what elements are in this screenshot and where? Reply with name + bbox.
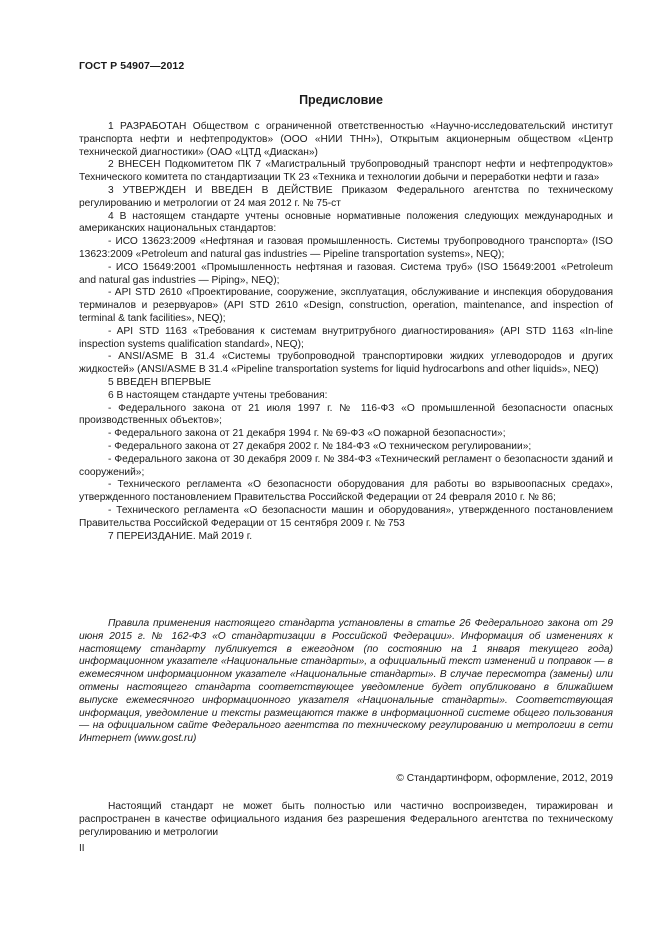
foreword-body [79,121,613,543]
list-item-law-184: - Федерального закона от 27 декабря 2002 г. № 184-ФЗ «О техническом регулировании»; [108,440,532,452]
list-item-iso-13623: - ИСО 13623:2009 «Нефтяная и газовая промышленность. Системы трубопроводного транспорта» (ISO 13623:2009 «Petroleum and natural gas industries — Pipeline transportation systems», NEQ); [79,236,613,260]
paragraph-reissue: 7 ПЕРЕИЗДАНИЕ. Май 2019 г. [108,530,253,542]
paragraph-standards-intro: 4 В настоящем стандарте учтены основные нормативные положения следующих международных и американских национальных стандартов: [79,210,613,235]
list-item-regulation-753: - Технического регламента «О безопасности машин и оборудования», утвержденного постановлением Правительства Российской Федерации от 15 сентября 2009 г. № 753 [79,504,613,529]
paragraph-first-introduced: 5 ВВЕДЕН ВПЕРВЫЕ [108,376,212,388]
application-rules-note: Правила применения настоящего стандарта установлены в статье 26 Федерального закона от 29 июня 2015 г. № 162-ФЗ «О стандартизации в Российской Федерации». Информация об изменениях к настоящему стандарту публикуется в ежегодном (по состоянию на 1 января текущего года) информационном указателе «Национальные стандарты», а официальный текст изменений и поправок — в ежемесячном информационном указателе «Национальные стандарты». В случае пересмотра (замены) или отмены настоящего стандарта соответствующее уведомление будет опубликовано в ближайшем выпуске ежемесячного информационного указателя «Национальные стандарты». Соответствующая информация, уведомление и тексты размещаются также в информационной системе общего пользования — на официальном сайте Федерального агентства по техническому регулированию и метрологии в сети Интернет (www.gost.ru) [79,618,613,745]
page-number: II [79,843,85,854]
standard-number: ГОСТ Р 54907—2012 [79,60,185,72]
copyright-line: © Стандартинформ, оформление, 2012, 2019 [396,773,613,784]
page-title: Предисловие [299,93,383,107]
list-item-law-116: - Федерального закона от 21 июля 1997 г. № 116-ФЗ «О промышленной безопасности опасных производственных объектов»; [79,402,613,427]
list-item-law-384: - Федерального закона от 30 декабря 2009 г. № 384-ФЗ «Технический регламент о безопасности зданий и сооружений»; [79,453,613,478]
list-item-api-2610: - API STD 2610 «Проектирование, сооружение, эксплуатация, обслуживание и инспекция оборудования терминалов и резервуаров» (API STD 2610 «Design, construction, operation, maintenance, and inspection of terminal & tank facilities», NEQ); [79,287,613,324]
list-item-iso-15649: - ИСО 15649:2001 «Промышленность нефтяная и газовая. Система труб» (ISO 15649:2001 «Petroleum and natural gas industries — Piping», NEQ); [79,261,613,286]
list-item-law-69: - Федерального закона от 21 декабря 1994 г. № 69-ФЗ «О пожарной безопасности»; [108,428,506,440]
paragraph-developed: 1 РАЗРАБОТАН Обществом с ограниченной ответственностью «Научно-исследовательский институт транспорта нефти и нефтепродуктов» (ООО «НИИ ТНН»), Открытым акционерным обществом «Центр технической диагностики» (ОАО «ЦТД «Диаскан») [79,121,613,158]
list-item-regulation-86: - Технического регламента «О безопасности оборудования для работы во взрывоопасных средах», утвержденного постановлением Правительства Российской Федерации от 24 февраля 2010 г. № 86; [79,479,613,504]
list-item-asme-b31-4: - ANSI/ASME B 31.4 «Системы трубопроводной транспортировки жидких углеводородов и других жидкостей» (ANSI/ASME B 31.4 «Pipeline transportation systems for liquid hydrocarbons and other liquids», NEQ) [79,351,613,376]
paragraph-approved: 3 УТВЕРЖДЕН И ВВЕДЕН В ДЕЙСТВИЕ Приказом Федерального агентства по техническому регулированию и метрологии от 24 мая 2012 г. № 75-ст [79,184,613,209]
paragraph-requirements-intro: 6 В настоящем стандарте учтены требования: [108,389,328,401]
list-item-api-1163: - API STD 1163 «Требования к системам внутритрубного диагностирования» (API STD 1163 «In-line inspection systems qualification standard», NEQ); [79,325,613,350]
rights-notice: Настоящий стандарт не может быть полностью или частично воспроизведен, тиражирован и распространен в качестве официального издания без разрешения Федерального агентства по техническому регулированию и метрологии [79,801,613,838]
paragraph-submitted: 2 ВНЕСЕН Подкомитетом ПК 7 «Магистральный трубопроводный транспорт нефти и нефтепродуктов» Технического комитета по стандартизации ТК 23 «Техника и технологии добычи и переработки нефти и газа» [79,159,613,184]
